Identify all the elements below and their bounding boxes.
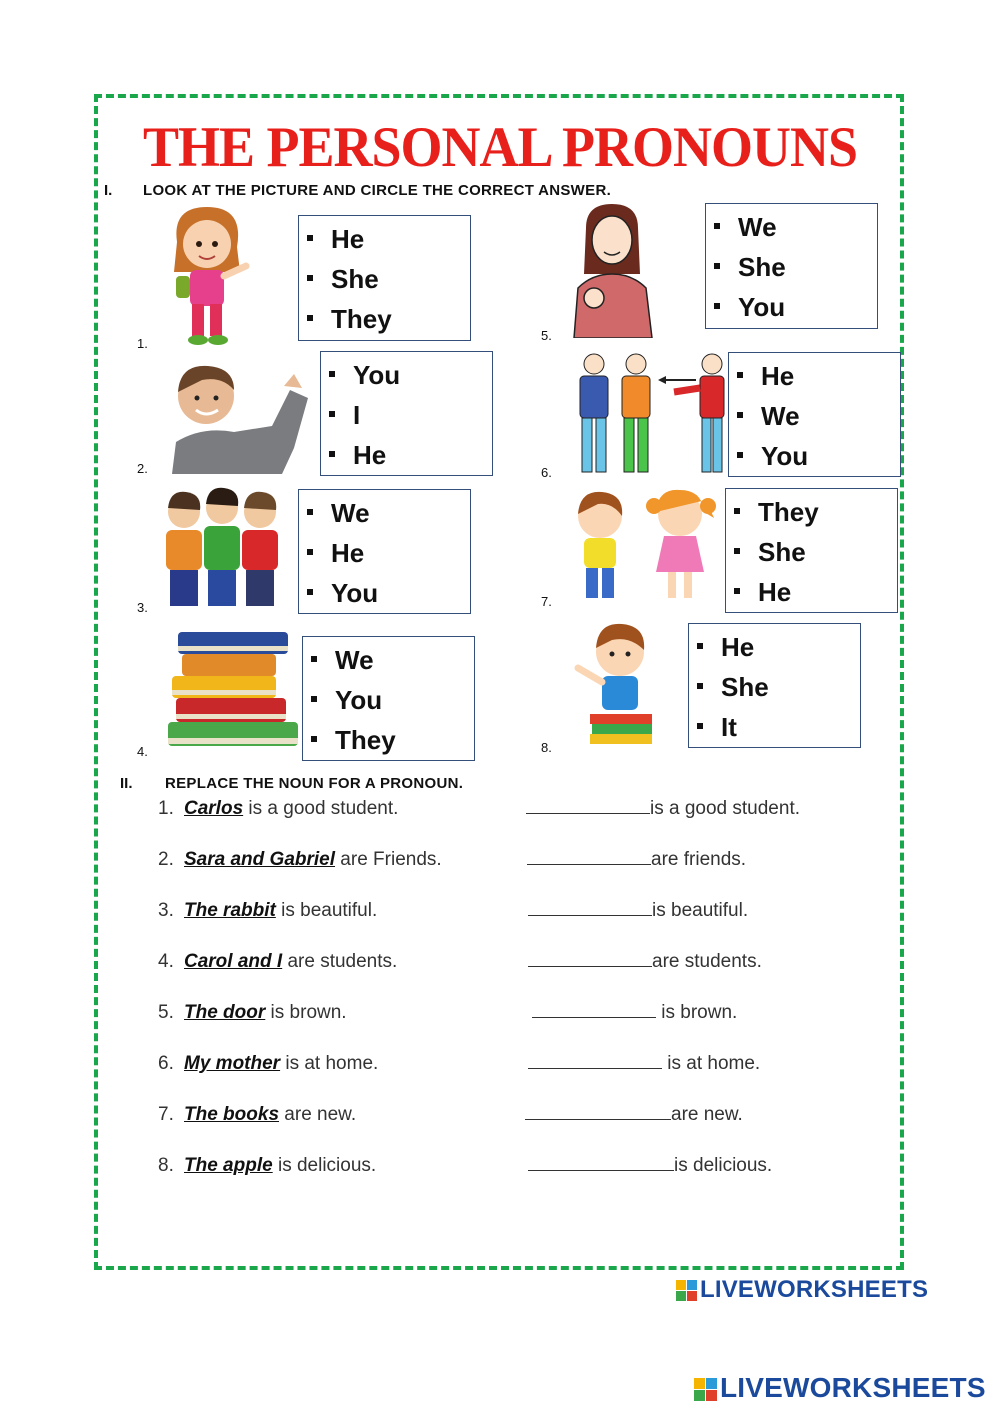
item-2-option-3[interactable]: He [329,440,386,471]
girl-icon [162,202,252,347]
item-5-options [705,203,878,329]
item-8-option-3[interactable]: It [697,712,737,743]
item-5-option-3[interactable]: You [714,292,785,323]
section-1-number: I. [104,182,113,199]
item-5-option-1[interactable]: We [714,212,777,243]
section-2-number: II. [120,775,133,792]
item-5-option-2[interactable]: She [714,252,786,283]
item-3-options [298,489,471,614]
liveworksheets-logo-large: LIVEWORKSHEETS [694,1372,986,1404]
item-7-options [725,488,898,613]
answer-1: is a good student. [526,798,800,820]
item-2-options [320,351,493,476]
item-2-option-2[interactable]: I [329,400,360,431]
item-3-option-2[interactable]: He [307,538,364,569]
answer-2-blank[interactable] [527,850,651,865]
item-6-options [728,352,901,477]
answer-6: is at home. [528,1053,760,1075]
liveworksheets-logo-small: LIVEWORKSHEETS [676,1276,928,1304]
item-8-option-2[interactable]: She [697,672,769,703]
item-4-number: 4. [137,744,148,759]
item-6-option-3[interactable]: You [737,441,808,472]
item-8-options [688,623,861,748]
sentence-4: 4. Carol and I are students. [158,951,398,972]
item-4-options [302,636,475,761]
answer-5: is brown. [532,1002,737,1024]
answer-3-blank[interactable] [528,901,652,916]
answer-2: are friends. [527,849,746,871]
item-2-number: 2. [137,461,148,476]
answer-1-blank[interactable] [526,799,650,814]
sentence-7: 7. The books are new. [158,1104,357,1125]
answer-7: are new. [525,1104,743,1126]
sentence-3: 3. The rabbit is beautiful. [158,900,378,921]
boy-pointing-self-icon [162,356,314,474]
logo-blocks-icon [676,1280,698,1302]
item-1-options [298,215,471,341]
item-1-number: 1. [137,336,148,351]
sentence-5: 5. The door is brown. [158,1002,347,1023]
group-of-friends-icon [162,486,284,612]
item-7-option-3[interactable]: He [734,577,791,608]
answer-8-blank[interactable] [528,1156,674,1171]
item-5-number: 5. [541,328,552,343]
item-7-option-1[interactable]: They [734,497,819,528]
answer-8: is delicious. [528,1155,772,1177]
stack-of-books-icon [162,626,302,754]
answer-4: are students. [528,951,762,973]
answer-7-blank[interactable] [525,1105,671,1120]
item-3-option-3[interactable]: You [307,578,378,609]
sentence-8: 8. The apple is delicious. [158,1155,377,1176]
item-1-option-1[interactable]: He [307,224,364,255]
item-4-option-1[interactable]: We [311,645,374,676]
woman-pointing-icon [568,204,656,338]
answer-6-blank[interactable] [528,1054,662,1069]
item-2-option-1[interactable]: You [329,360,400,391]
section-2-instruction: REPLACE THE NOUN FOR A PRONOUN. [165,775,464,792]
item-4-option-3[interactable]: They [311,725,396,756]
logo-blocks-icon [694,1378,718,1402]
item-6-option-2[interactable]: We [737,401,800,432]
item-8-number: 8. [541,740,552,755]
man-pointing-at-two-icon [572,352,728,476]
sentence-1: 1. Carlos is a good student. [158,798,399,819]
boy-on-books-icon [568,618,660,752]
item-3-number: 3. [137,600,148,615]
item-7-number: 7. [541,594,552,609]
worksheet-title: THE PERSONAL PRONOUNS [142,115,858,179]
item-6-option-1[interactable]: He [737,361,794,392]
item-7-option-2[interactable]: She [734,537,806,568]
item-3-option-1[interactable]: We [307,498,370,529]
answer-5-blank[interactable] [532,1003,656,1018]
answer-4-blank[interactable] [528,952,652,967]
item-6-number: 6. [541,465,552,480]
item-1-option-2[interactable]: She [307,264,379,295]
item-1-option-3[interactable]: They [307,304,392,335]
item-4-option-2[interactable]: You [311,685,382,716]
answer-3: is beautiful. [528,900,748,922]
item-8-option-1[interactable]: He [697,632,754,663]
boy-and-girl-icon [568,486,728,608]
section-1-instruction: LOOK AT THE PICTURE AND CIRCLE THE CORRECT ANSWER. [143,182,612,199]
sentence-6: 6. My mother is at home. [158,1053,379,1074]
sentence-2: 2. Sara and Gabriel are Friends. [158,849,442,870]
